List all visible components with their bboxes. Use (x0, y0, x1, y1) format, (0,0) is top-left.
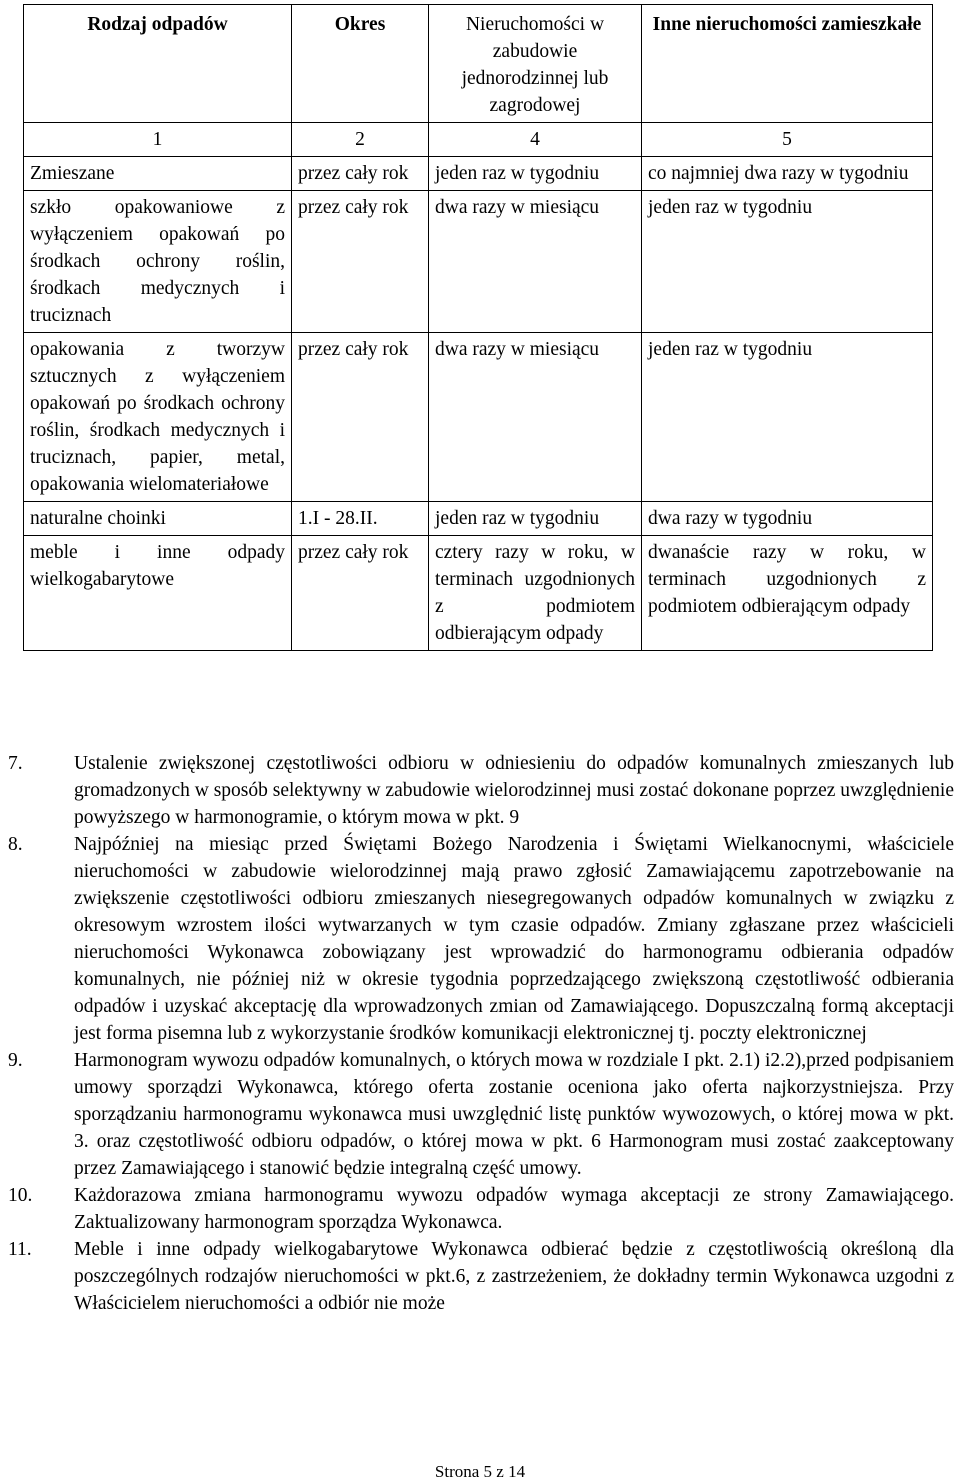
cell-period: przez cały rok (292, 191, 429, 333)
list-item (0, 1236, 960, 1317)
waste-collection-table (23, 4, 933, 651)
list-item (0, 1047, 960, 1182)
item-text: Ustalenie zwiększonej częstotliwości odbioru w odniesieniu do odpadów komunalnych zmieszanych lub gromadzonych w sposób selektywny w zabudowie wielorodzinnej musi zostać dokonane poprzez uwzględnienie powyższego w harmonogramie, o którym mowa w pkt. 9 (74, 753, 954, 828)
list-item (0, 1182, 960, 1236)
item-number: 9. (8, 1050, 23, 1071)
item-text: Harmonogram wywozu odpadów komunalnych, o których mowa w rozdziale I pkt. 2.1) i2.2),przed podpisaniem umowy sporządzi Wykonawca, którego oferta zostanie oceniona jako oferta najkorzystniejsza. Przy sporządzaniu harmonogramu wykonawca musi uwzględnić listę punktów wywozowych, o której mowa w pkt. 3. oraz częstotliwość odbioru odpadów, o której mowa w pkt. 6 Harmonogram musi zostać zaakceptowany przez Zamawiającego i stanowić będzie integralną część umowy. (74, 1050, 954, 1179)
cell-waste-type: opakowania z tworzyw sztucznych z wyłączeniem opakowań po środkach ochrony roślin, środkach medycznych i truciznach, papier, metal, opakowania wielomateriałowe (24, 333, 292, 502)
cell-waste-type: naturalne choinki (24, 502, 292, 536)
cell-period: przez cały rok (292, 536, 429, 651)
cell-other-residential: jeden raz w tygodniu (642, 333, 933, 502)
cell-waste-type: meble i inne odpady wielkogabarytowe (24, 536, 292, 651)
cell-single-family: dwa razy w miesiącu (429, 333, 642, 502)
item-number: 7. (8, 753, 23, 774)
item-text: Każdorazowa zmiana harmonogramu wywozu odpadów wymaga akceptacji ze strony Zamawiającego. Zaktualizowany harmonogram sporządza Wykonawca. (74, 1185, 954, 1233)
numbered-paragraphs (0, 750, 960, 1317)
cell-single-family: jeden raz w tygodniu (429, 502, 642, 536)
cell-period: przez cały rok (292, 157, 429, 191)
cell-other-residential: co najmniej dwa razy w tygodniu (642, 157, 933, 191)
list-item (0, 831, 960, 1047)
item-text: Meble i inne odpady wielkogabarytowe Wykonawca odbierać będzie z częstotliwością określoną dla poszczególnych rodzajów nieruchomości w pkt.6, z zastrzeżeniem, że dokładny termin Wykonawca uzgodni z Właścicielem nieruchomości a odbiór nie może (74, 1239, 954, 1314)
column-number: 1 (24, 123, 292, 157)
column-number: 4 (429, 123, 642, 157)
page-footer: Strona 5 z 14 (434, 1462, 526, 1481)
cell-single-family: jeden raz w tygodniu (429, 157, 642, 191)
cell-single-family: cztery razy w roku, w terminach uzgodnionych z podmiotem odbierającym odpady (429, 536, 642, 651)
cell-other-residential: dwa razy w tygodniu (642, 502, 933, 536)
item-number: 11. (8, 1239, 32, 1260)
cell-other-residential: jeden raz w tygodniu (642, 191, 933, 333)
header-single-family: Nieruchomości w zabudowie jednorodzinnej lub zagrodowej (429, 5, 642, 123)
table-row (24, 502, 933, 536)
cell-waste-type: Zmieszane (24, 157, 292, 191)
column-number: 2 (292, 123, 429, 157)
column-number: 5 (642, 123, 933, 157)
cell-other-residential: dwanaście razy w roku, w terminach uzgodnionych z podmiotem odbierającym odpady (642, 536, 933, 651)
table-header-row (24, 5, 933, 123)
list-item (0, 750, 960, 831)
header-other-residential: Inne nieruchomości zamieszkałe (642, 5, 933, 123)
item-number: 10. (8, 1185, 33, 1206)
table-row (24, 157, 933, 191)
cell-waste-type: szkło opakowaniowe z wyłączeniem opakowań po środkach ochrony roślin, środkach medycznych i truciznach (24, 191, 292, 333)
table-row (24, 536, 933, 651)
item-text: Najpóźniej na miesiąc przed Świętami Bożego Narodzenia i Świętami Wielkanocnymi, właściciele nieruchomości w zabudowie wielorodzinnej mają prawo zgłosić Zamawiającemu zapotrzebowanie na zwiększenie częstotliwości odbioru zmieszanych niesegregowanych odpadów komunalnych w związku z okresowym wzrostem ilości wytwarzanych w tym czasie odpadów. Zmiany zgłaszane przez właścicieli nieruchomości Wykonawca zobowiązany jest wprowadzić do harmonogramu odbierania odpadów komunalnych, nie później niż w okresie tygodnia poprzedzającego zwiększoną częstotliwość odbierania odpadów i uzyskać akceptację dla wprowadzonych zmian od Zamawiającego. Dopuszczalną formą akceptacji jest forma pisemna lub z wykorzystanie środków komunikacji elektronicznej tj. poczty elektronicznej (74, 834, 954, 1044)
cell-period: przez cały rok (292, 333, 429, 502)
cell-single-family: dwa razy w miesiącu (429, 191, 642, 333)
cell-period: 1.I - 28.II. (292, 502, 429, 536)
table-row (24, 333, 933, 502)
item-number: 8. (8, 834, 23, 855)
table-number-row (24, 123, 933, 157)
table-row (24, 191, 933, 333)
header-waste-type: Rodzaj odpadów (24, 5, 292, 123)
header-period: Okres (292, 5, 429, 123)
